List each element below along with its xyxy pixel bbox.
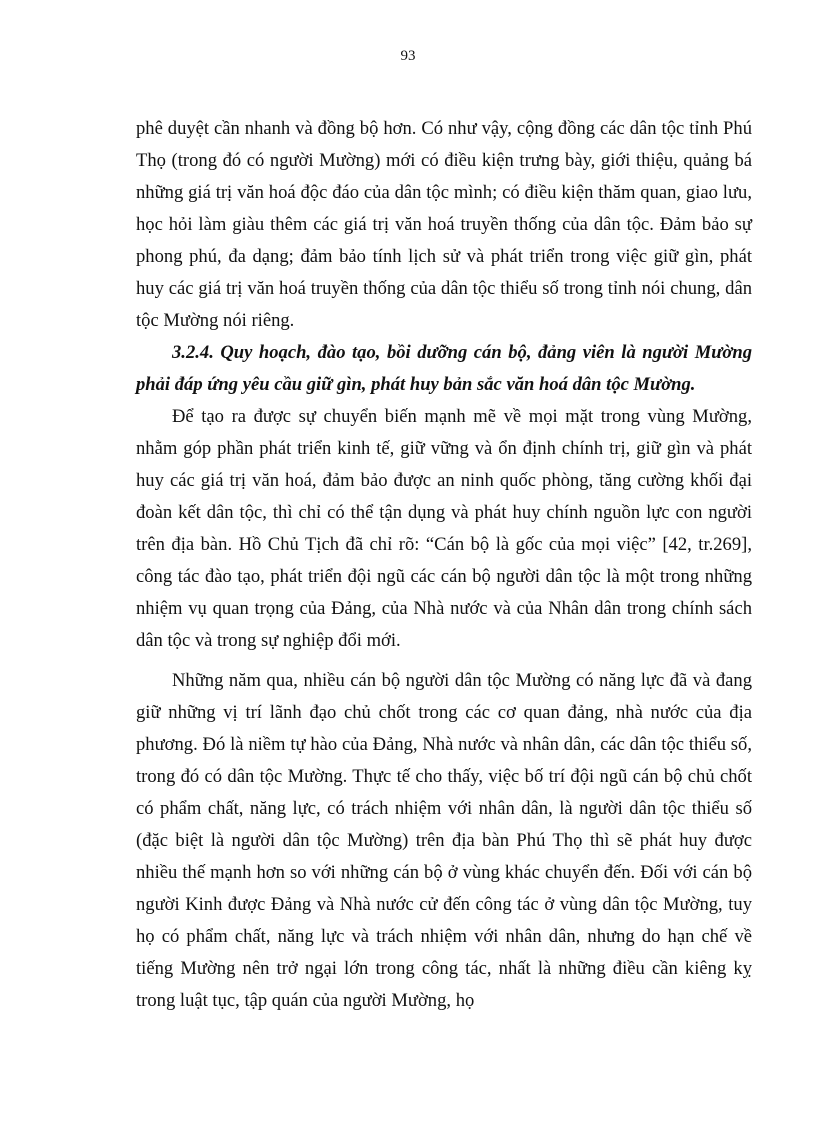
paragraph-cadres-reality: Những năm qua, nhiều cán bộ người dân tộc Mường có năng lực đã và đang giữ những vị trí lãnh đạo chủ chốt trong các cơ quan đảng, nhà nước của địa phương. Đó là niềm tự hào của Đảng, Nhà nước và nhân dân, các dân tộc thiểu số, trong đó có dân tộc Mường. Thực tế cho thấy, việc bố trí đội ngũ cán bộ chủ chốt có phẩm chất, năng lực, có trách nhiệm với nhân dân, là người dân tộc thiểu số (đặc biệt là người dân tộc Mường) trên địa bàn Phú Thọ thì sẽ phát huy được nhiều thế mạnh hơn so với những cán bộ ở vùng khác chuyển đến. Đối với cán bộ người Kinh được Đảng và Nhà nước cử đến công tác ở vùng dân tộc Mường, tuy họ có phẩm chất, năng lực và trách nhiệm với nhân dân, nhưng do hạn chế về tiếng Mường nên trở ngại lớn trong công tác, nhất là những điều cần kiêng kỵ trong luật tục, tập quán của người Mường, họ: [136, 670, 752, 1011]
paragraph-continuation: phê duyệt cần nhanh và đồng bộ hơn. Có như vậy, cộng đồng các dân tộc tỉnh Phú Thọ (trong đó có người Mường) mới có điều kiện trưng bày, giới thiệu, quảng bá những giá trị văn hoá độc đáo của dân tộc mình; có điều kiện thăm quan, giao lưu, học hỏi làm giàu thêm các giá trị văn hoá truyền thống của dân tộc. Đảm bảo sự phong phú, đa dạng; đảm bảo tính lịch sử và phát triển trong việc giữ gìn, phát huy các giá trị văn hoá truyền thống của dân tộc thiểu số trong tỉnh nói chung, dân tộc Mường nói riêng.: [136, 118, 752, 331]
document-body: [136, 113, 752, 1017]
page-number: 93: [400, 48, 416, 64]
section-heading: 3.2.4. Quy hoạch, đào tạo, bồi dưỡng cán bộ, đảng viên là người Mường phải đáp ứng yêu cầu giữ gìn, phát huy bản sắc văn hoá dân tộc Mường.: [136, 342, 752, 395]
paragraph-cadres-intro: Để tạo ra được sự chuyển biến mạnh mẽ về mọi mặt trong vùng Mường, nhằm góp phần phát triển kinh tế, giữ vững và ổn định chính trị, giữ gìn và phát huy các giá trị văn hoá, đảm bảo được an ninh quốc phòng, tăng cường khối đại đoàn kết dân tộc, thì chỉ có thể tận dụng và phát huy chính nguồn lực con người trên địa bàn. Hồ Chủ Tịch đã chỉ rõ: “Cán bộ là gốc của mọi việc” [42, tr.269], công tác đào tạo, phát triển đội ngũ các cán bộ người dân tộc là một trong những nhiệm vụ quan trọng của Đảng, của Nhà nước và của Nhân dân trong chính sách dân tộc và trong sự nghiệp đổi mới.: [136, 406, 752, 651]
